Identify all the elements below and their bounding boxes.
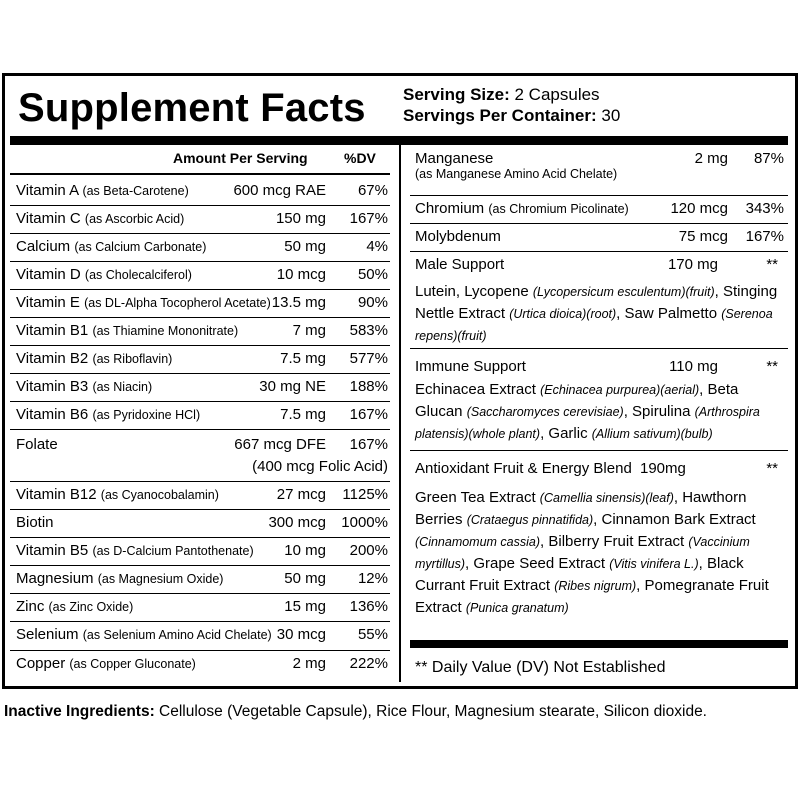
nutrient-source: (as Pyridoxine HCl) [92,408,201,422]
nutrient-source: (as D-Calcium Pantothenate) [92,544,254,558]
nutrient-name [16,542,254,559]
ingredient-name: , Cinnamon Bark Extract [593,511,756,528]
row-divider [10,317,390,318]
nutrient-amount: 7 mg [292,322,326,339]
nutrient-label: Vitamin A [16,182,79,199]
inactive-ingredients-text: Cellulose (Vegetable Capsule), Rice Flour, Magnesium stearate, Silicon dioxide. [154,703,707,720]
nutrient-dv: 200% [349,542,388,559]
nutrient-name [16,626,272,643]
nutrient-amount: 300 mcg [268,514,326,531]
nutrient-row [10,570,390,590]
nutrient-source: (as Beta-Carotene) [82,184,189,198]
blend-ingredients [415,281,785,347]
nutrient-amount: 15 mg [284,598,326,615]
nutrient-row [10,294,390,314]
nutrient-name [415,228,501,245]
nutrient-row [10,322,390,342]
nutrient-label: Zinc [16,598,45,615]
blend-dv: ** [766,358,778,375]
nutrient-label: Vitamin B3 [16,378,89,395]
nutrient-amount: 120 mcg [670,200,728,217]
nutrient-label: Selenium [16,626,79,643]
nutrient-dv: 167% [349,210,388,227]
row-divider [10,261,390,262]
bottom-divider-bar [410,640,788,648]
ingredient-botanical: (Arthrospira platensis)(whole plant) [415,405,760,441]
ingredient-name: , Bilberry Fruit Extract [540,533,689,550]
nutrient-name [16,350,172,367]
nutrient-row [10,436,390,475]
nutrient-name [16,486,219,503]
nutrient-dv: 188% [349,378,388,395]
blend-dv: ** [766,460,778,477]
ingredient-name: , Pomegranate Fruit Extract [415,577,769,616]
nutrient-amount: 150 mg [275,210,326,227]
nutrient-label: Copper [16,655,66,672]
nutrient-row [410,200,788,220]
nutrient-name [16,514,54,531]
ingredient-name: , Hawthorn Berries [415,489,747,528]
ingredient-name: , Grape Seed Extract [465,555,610,572]
nutrient-source: (as Manganese Amino Acid Chelate) [415,167,618,181]
nutrient-source: (as Cyanocobalamin) [100,488,219,502]
nutrient-row [10,266,390,286]
panel-title: Supplement Facts [18,86,366,130]
nutrient-source: (as Chromium Picolinate) [488,202,629,216]
nutrient-label: Vitamin B12 [16,486,97,503]
servings-per-container-label: Servings Per Container: [403,106,597,125]
row-divider [10,537,390,538]
nutrient-amount: 10 mg [284,542,326,559]
nutrient-row [10,378,390,398]
nutrient-label: Vitamin B6 [16,406,89,423]
ingredient-name: Green Tea Extract [415,489,540,506]
section-divider [410,450,788,451]
nutrient-source: (as Magnesium Oxide) [97,572,224,586]
ingredient-botanical: (Crataegus pinnatifida) [466,513,594,527]
nutrient-source: (as Zinc Oxide) [48,600,134,614]
nutrient-amount: 7.5 mg [280,406,326,423]
nutrient-dv: 136% [349,598,388,615]
nutrient-dv: 577% [349,350,388,367]
nutrient-amount: 30 mg NE [259,378,326,395]
nutrient-source: (as Cholecalciferol) [84,268,192,282]
nutrient-amount: 27 mcg [276,486,326,503]
nutrient-row [410,150,788,190]
servings-per-container-value: 30 [601,106,621,125]
blend-header [410,460,788,480]
ingredient-botanical: (Punica granatum) [465,601,569,615]
dv-header: %DV [344,150,376,166]
nutrient-row [10,406,390,426]
row-divider [410,223,788,224]
nutrient-name [415,150,617,181]
nutrient-amount: 50 mg [284,238,326,255]
nutrient-label: Calcium [16,238,71,255]
blend-header [410,256,788,276]
inactive-ingredients [4,703,707,721]
row-divider [10,289,390,290]
nutrient-amount: 7.5 mg [280,350,326,367]
row-divider [410,195,788,196]
nutrient-source: (as Selenium Amino Acid Chelate) [82,628,272,642]
nutrient-label: Vitamin B1 [16,322,89,339]
nutrient-name [16,210,184,227]
nutrient-dv: 343% [745,200,784,217]
ingredient-name: , Black Currant Fruit Extract [415,555,744,594]
section-divider [410,348,788,349]
ingredient-botanical: (Allium sativum)(bulb) [591,427,713,441]
ingredient-botanical: (Cinnamomum cassia) [415,535,541,549]
ingredient-name: , Spirulina [623,403,695,420]
nutrient-label: Folate [16,436,58,453]
blend-dv: ** [766,256,778,273]
nutrient-dv: 55% [357,626,388,643]
nutrient-name [16,182,189,199]
nutrient-source: (as DL-Alpha Tocopherol Acetate) [84,296,271,310]
nutrient-dv: 167% [349,436,388,453]
nutrient-amount: 2 mg [292,655,326,672]
nutrient-dv: 67% [357,182,388,199]
nutrient-row [10,350,390,370]
nutrient-label: Chromium [415,200,485,217]
ingredient-botanical: (Camellia sinensis)(leaf) [539,491,674,505]
ingredient-name: , Stinging Nettle Extract [415,283,778,322]
nutrient-label: Vitamin C [16,210,81,227]
nutrient-amount: 30 mcg [276,626,326,643]
ingredient-botanical: (Serenoa repens)(fruit) [415,307,773,343]
blend-header [410,358,788,378]
nutrient-amount: 600 mcg RAE [233,182,326,199]
row-divider [10,593,390,594]
blend-name: Male Support [415,256,505,273]
blend-amount: 110 mg [669,358,718,375]
nutrient-name [16,655,196,672]
row-divider [10,565,390,566]
blend-amount: 190mg [640,460,686,477]
nutrient-amount: 10 mcg [276,266,326,283]
ingredient-name: , Garlic [540,425,592,442]
nutrient-label: Molybdenum [415,228,501,245]
blend-amount: 170 mg [667,256,718,273]
serving-size-label: Serving Size: [403,85,510,104]
row-divider [10,429,390,430]
nutrient-label: Manganese [415,150,494,167]
nutrient-name [16,378,152,395]
nutrient-dv: 222% [349,655,388,672]
nutrient-dv: 90% [357,294,388,311]
inactive-ingredients-label: Inactive Ingredients: [4,703,155,720]
nutrient-dv: 4% [366,238,388,255]
nutrient-dv: 87% [753,150,784,167]
nutrient-name [16,322,238,339]
nutrient-dv: 1125% [342,486,388,503]
nutrient-amount: 13.5 mg [271,294,326,311]
nutrient-amount: 2 mg [694,150,728,167]
nutrient-source: (as Thiamine Mononitrate) [92,324,239,338]
nutrient-row [10,655,390,675]
nutrient-label: Vitamin D [16,266,81,283]
nutrient-name [16,294,271,311]
footnote: ** Daily Value (DV) Not Established [415,659,666,676]
row-divider [10,509,390,510]
nutrient-dv: 1000% [341,514,388,531]
row-divider [10,345,390,346]
row-divider [10,650,390,651]
nutrient-source: (as Niacin) [92,380,153,394]
nutrient-row [10,182,390,202]
nutrient-dv: 12% [357,570,388,587]
nutrient-amount: 667 mcg DFE [234,436,326,453]
serving-size-value: 2 Capsules [514,85,600,104]
nutrient-name [16,436,58,453]
nutrient-amount: 50 mg [284,570,326,587]
nutrient-name [16,570,223,587]
ingredient-botanical: (Echinacea purpurea)(aerial) [540,383,700,397]
row-divider [10,621,390,622]
nutrient-source: (as Calcium Carbonate) [74,240,207,254]
nutrient-name [16,266,192,283]
nutrient-row [10,210,390,230]
row-divider [10,373,390,374]
ingredient-botanical: (Lycopersicum esculentum)(fruit) [532,285,715,299]
nutrient-row [10,598,390,618]
row-divider [410,251,788,252]
ingredient-botanical: (Ribes nigrum) [554,579,637,593]
nutrient-row [10,626,390,646]
ingredient-name: , Beta Glucan [415,381,739,420]
row-divider [10,401,390,402]
top-divider-bar [10,136,788,145]
nutrient-name [16,598,133,615]
blend-name: Antioxidant Fruit & Energy Blend [415,460,632,477]
amount-per-serving-header: Amount Per Serving [173,150,308,166]
nutrient-row [410,228,788,248]
nutrient-dv: 50% [357,266,388,283]
nutrient-label: Vitamin E [16,294,80,311]
nutrient-source: (as Copper Gluconate) [69,657,196,671]
nutrient-source: (as Ascorbic Acid) [84,212,185,226]
row-divider [10,205,390,206]
ingredient-name: Echinacea Extract [415,381,541,398]
nutrient-row [10,542,390,562]
nutrient-amount-detail: (400 mcg Folic Acid) [252,458,388,475]
nutrient-name [16,238,206,255]
ingredient-botanical: (Vitis vinifera L.) [609,557,699,571]
nutrient-name [415,200,629,217]
blend-ingredients [415,379,785,445]
nutrient-dv: 167% [745,228,784,245]
row-divider [10,481,390,482]
serving-info [403,84,620,126]
nutrient-label: Vitamin B5 [16,542,89,559]
nutrient-amount: 75 mcg [678,228,728,245]
nutrient-row [10,238,390,258]
column-divider [399,145,401,682]
blend-name: Immune Support [415,358,526,375]
nutrient-source: (as Riboflavin) [92,352,173,366]
column-header [10,150,390,170]
ingredient-botanical: (Urtica dioica)(root) [509,307,617,321]
header-rule [10,173,390,175]
nutrient-row [10,514,390,534]
nutrient-row [10,486,390,506]
ingredient-name: Lutein, Lycopene [415,283,533,300]
nutrient-label: Magnesium [16,570,94,587]
ingredient-name: , Saw Palmetto [616,305,722,322]
ingredient-botanical: (Saccharomyces cerevisiae) [466,405,624,419]
nutrient-dv: 583% [349,322,388,339]
row-divider [10,233,390,234]
nutrient-dv: 167% [349,406,388,423]
nutrient-label: Vitamin B2 [16,350,89,367]
ingredient-botanical: (Vaccinium myrtillus) [415,535,750,571]
blend-ingredients [415,487,785,619]
nutrient-name [16,406,200,423]
nutrient-label: Biotin [16,514,54,531]
